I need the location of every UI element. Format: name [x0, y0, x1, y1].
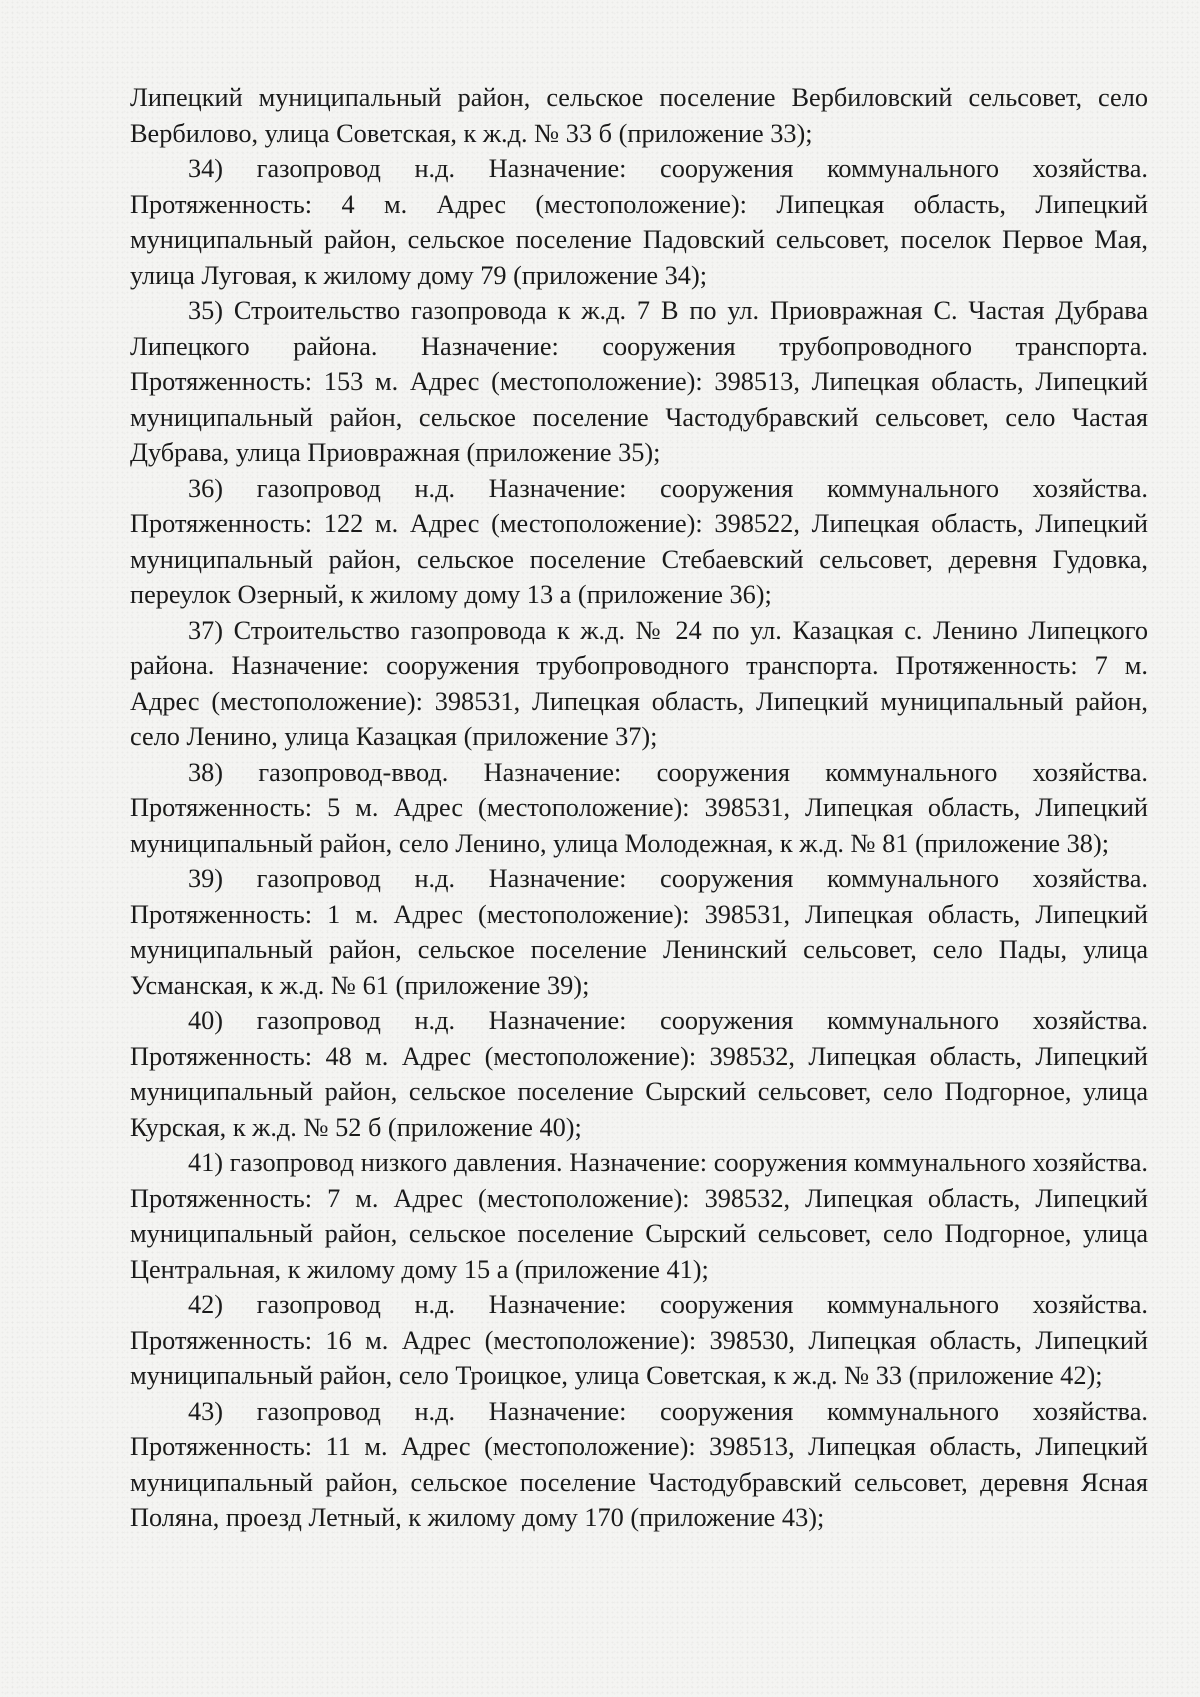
paragraph-continuation: Липецкий муниципальный район, сельское поселение Вербиловский сельсовет, село Вербилово, улица Советская, к ж.д. № 33 б (приложение 33);	[130, 83, 1148, 148]
paragraph-item-39: 39) газопровод н.д. Назначение: сооружения коммунального хозяйства. Протяженность: 1 м. Адрес (местоположение): 398531, Липецкая область, Липецкий муниципальный район, сельское поселение Ленинский сельсовет, село Пады, улица Усманская, к ж.д. № 61 (приложение 39);	[130, 864, 1148, 1000]
document-body	[130, 80, 1148, 1536]
paragraph-item-37: 37) Строительство газопровода к ж.д. № 24 по ул. Казацкая с. Ленино Липецкого района. Назначение: сооружения трубопроводного транспорта. Протяженность: 7 м. Адрес (местоположение): 398531, Липецкая область, Липецкий муниципальный район, село Ленино, улица Казацкая (приложение 37);	[130, 615, 1148, 751]
paragraph-item-34: 34) газопровод н.д. Назначение: сооружения коммунального хозяйства. Протяженность: 4 м. Адрес (местоположение): Липецкая область, Липецкий муниципальный район, сельское поселение Падовский сельсовет, поселок Первое Мая, улица Луговая, к жилому дому 79 (приложение 34);	[130, 154, 1148, 290]
paragraph-item-36: 36) газопровод н.д. Назначение: сооружения коммунального хозяйства. Протяженность: 122 м. Адрес (местоположение): 398522, Липецкая область, Липецкий муниципальный район, сельское поселение Стебаевский сельсовет, деревня Гудовка, переулок Озерный, к жилому дому 13 а (приложение 36);	[130, 473, 1148, 609]
paragraph-item-35: 35) Строительство газопровода к ж.д. 7 В по ул. Приовражная С. Частая Дубрава Липецкого района. Назначение: сооружения трубопроводного транспорта. Протяженность: 153 м. Адрес (местоположение): 398513, Липецкая область, Липецкий муниципальный район, сельское поселение Частодубравский сельсовет, село Частая Дубрава, улица Приовражная (приложение 35);	[130, 296, 1148, 467]
paragraph-item-41: 41) газопровод низкого давления. Назначение: сооружения коммунального хозяйства. Протяженность: 7 м. Адрес (местоположение): 398532, Липецкая область, Липецкий муниципальный район, сельское поселение Сырский сельсовет, село Подгорное, улица Центральная, к жилому дому 15 а (приложение 41);	[130, 1148, 1148, 1284]
paragraph-item-38: 38) газопровод-ввод. Назначение: сооружения коммунального хозяйства. Протяженность: 5 м. Адрес (местоположение): 398531, Липецкая область, Липецкий муниципальный район, село Ленино, улица Молодежная, к ж.д. № 81 (приложение 38);	[130, 757, 1148, 858]
paragraph-item-42: 42) газопровод н.д. Назначение: сооружения коммунального хозяйства. Протяженность: 16 м. Адрес (местоположение): 398530, Липецкая область, Липецкий муниципальный район, село Троицкое, улица Советская, к ж.д. № 33 (приложение 42);	[130, 1290, 1148, 1390]
paragraph-item-40: 40) газопровод н.д. Назначение: сооружения коммунального хозяйства. Протяженность: 48 м. Адрес (местоположение): 398532, Липецкая область, Липецкий муниципальный район, сельское поселение Сырский сельсовет, село Подгорное, улица Курская, к ж.д. № 52 б (приложение 40);	[130, 1006, 1148, 1142]
paragraph-item-43: 43) газопровод н.д. Назначение: сооружения коммунального хозяйства. Протяженность: 11 м. Адрес (местоположение): 398513, Липецкая область, Липецкий муниципальный район, сельское поселение Частодубравский сельсовет, деревня Ясная Поляна, проезд Летный, к жилому дому 170 (приложение 43);	[130, 1396, 1148, 1532]
